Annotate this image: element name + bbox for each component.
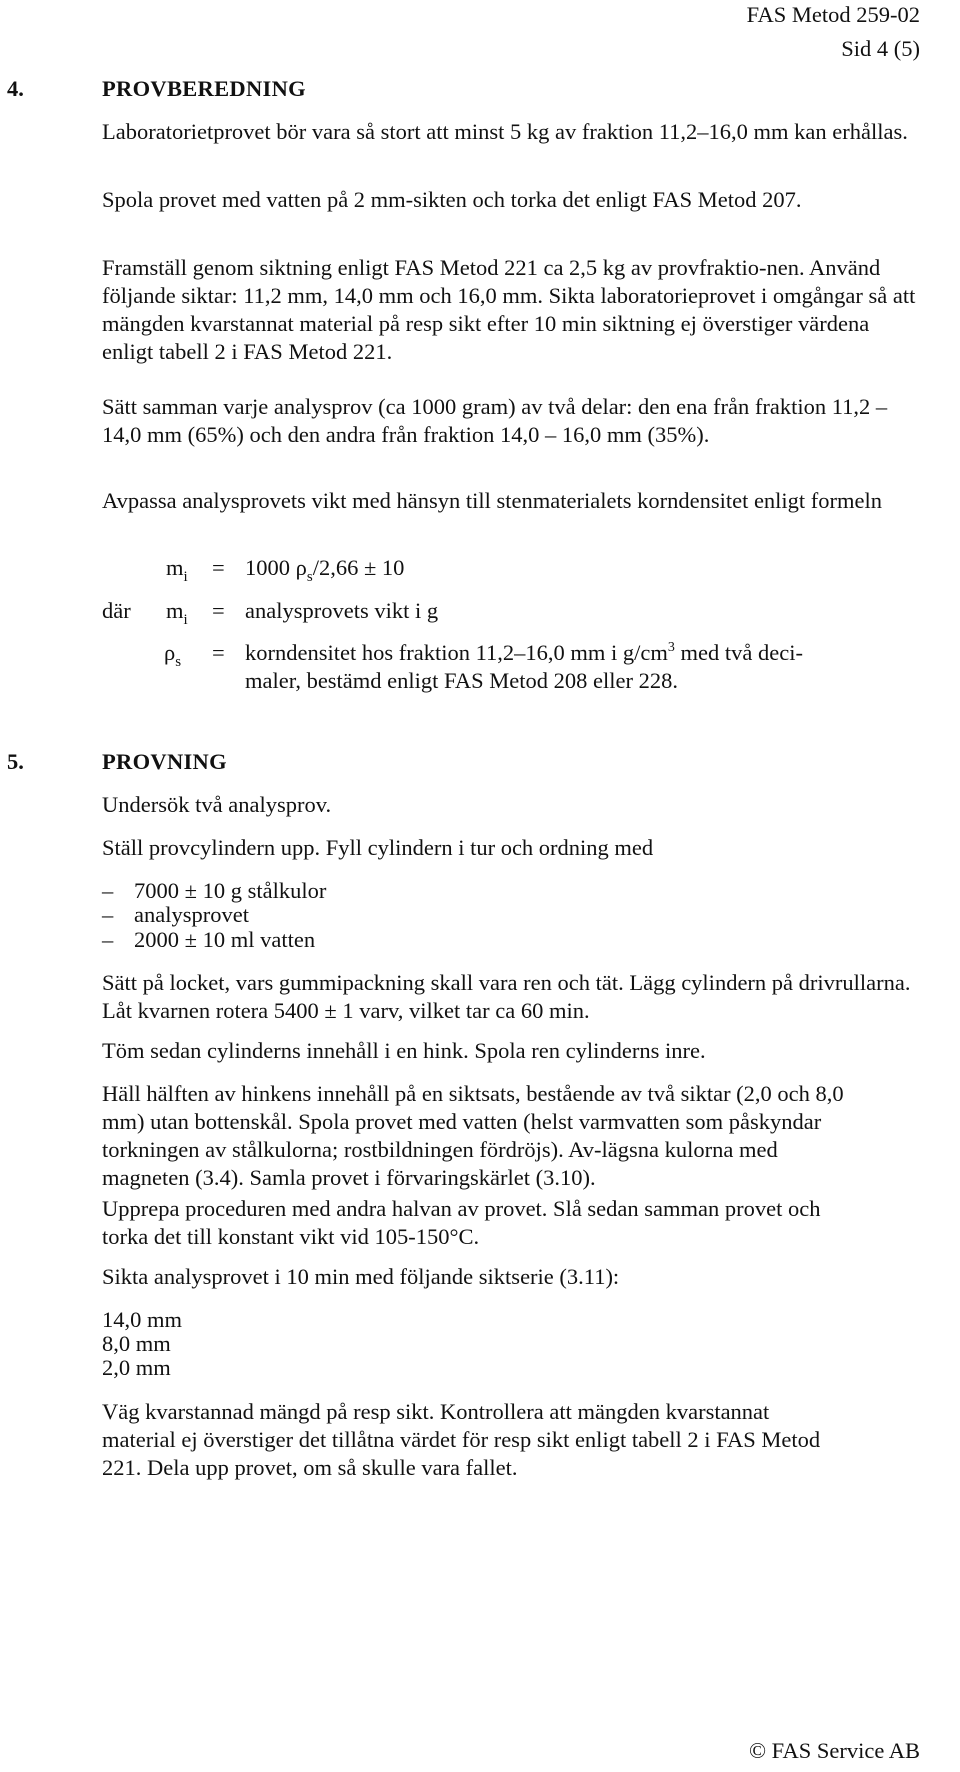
section-5-paragraph-2: Ställ provcylindern upp. Fyll cylindern i tur och ordning med bbox=[102, 835, 654, 860]
definition-1-equals: = bbox=[212, 598, 225, 623]
section-4-paragraph-1: Laboratorietprovet bör vara så stort att minst 5 kg av fraktion 11,2–16,0 mm kan erhållas. bbox=[102, 119, 908, 144]
section-5-paragraph-7: Sikta analysprovet i 10 min med följande siktserie (3.11): bbox=[102, 1264, 620, 1289]
dash-bullet: – bbox=[102, 878, 114, 903]
formula-where-label: där bbox=[102, 598, 131, 623]
definition-2-text-line-1: korndensitet hos fraktion 11,2–16,0 mm i $g/cm^3$ med två deci- bbox=[245, 640, 803, 665]
list-item: – 2000 ± 10 ml vatten bbox=[102, 927, 316, 952]
section-4-paragraph-4: Sätt samman varje analysprov (ca 1000 gram) av två delar: den ena från fraktion 11,2 – 14,0 mm (65%) och den andra från fraktion 14,0 – 16,0 mm (35%). bbox=[102, 394, 888, 447]
definition-2-text-line-2: maler, bestämd enligt FAS Metod 208 eller 228. bbox=[245, 668, 678, 693]
section-5-paragraph-6: Upprepa proceduren med andra halvan av provet. Slå sedan samman provet och torka det till konstant vikt vid 105-150°C. bbox=[102, 1196, 821, 1249]
definition-1-text: analysprovets vikt i g bbox=[245, 598, 439, 623]
sieve-item: 8,0 mm bbox=[102, 1331, 171, 1356]
formula-equals: = bbox=[212, 555, 225, 580]
sieve-item: 14,0 mm bbox=[102, 1307, 183, 1332]
section-5-title: PROVNING bbox=[102, 749, 227, 774]
list-item: – 7000 ± 10 g stålkulor bbox=[102, 878, 327, 903]
section-4-paragraph-2: Spola provet med vatten på 2 mm-sikten och torka det enligt FAS Metod 207. bbox=[102, 187, 802, 212]
definition-2-equals: = bbox=[212, 640, 225, 665]
formula-lhs: $m_i$ bbox=[166, 555, 188, 585]
document-reference: FAS Metod 259-02 bbox=[746, 2, 920, 27]
section-4-paragraph-3: Framställ genom siktning enligt FAS Metod 221 ca 2,5 kg av provfraktio-nen. Använd följande siktar: 11,2 mm, 14,0 mm och 16,0 mm. Sikta laboratorieprovet i omgångar så att mängden kvarstannat material på resp sikt efter 10 min siktning ej överstiger värdena enligt tabell 2 i FAS Metod 221. bbox=[102, 255, 916, 364]
dash-bullet: – bbox=[102, 927, 114, 952]
dash-bullet: – bbox=[102, 902, 114, 927]
formula-rhs: 1000 $\rho_s/2,66 \pm 10$ bbox=[245, 555, 405, 585]
section-4-paragraph-5: Avpassa analysprovets vikt med hänsyn till stenmaterialets korndensitet enligt formeln bbox=[102, 488, 883, 513]
footer-copyright: © FAS Service AB bbox=[748, 1738, 920, 1763]
section-5-paragraph-5: Häll hälften av hinkens innehåll på en siktsats, bestående av två siktar (2,0 och 8,0 mm) utan bottenskål. Spola provet med vatten (helst varmvatten som påskyndar torkningen av stålkulorna; rostbildningen fördröjs). Av-lägsna kulorna med magneten (3.4). Samla provet i förvaringskärlet (3.10). bbox=[102, 1081, 844, 1190]
definition-2-symbol: $\rho_s$ bbox=[164, 640, 182, 670]
list-item: – analysprovet bbox=[102, 902, 249, 927]
page-number: Sid 4 (5) bbox=[841, 36, 920, 61]
definition-1-symbol: $m_i$ bbox=[166, 598, 188, 628]
section-5-paragraph-3: Sätt på locket, vars gummipackning skall vara ren och tät. Lägg cylindern på drivrullarna. Låt kvarnen rotera 5400 ± 1 varv, vilket tar ca 60 min. bbox=[102, 970, 911, 1023]
section-4-title: PROVBEREDNING bbox=[102, 76, 306, 101]
section-5-paragraph-4: Töm sedan cylinderns innehåll i en hink. Spola ren cylinderns inre. bbox=[102, 1038, 706, 1063]
section-4-number: 4. bbox=[7, 76, 24, 101]
section-5-number: 5. bbox=[7, 749, 24, 774]
sieve-item: 2,0 mm bbox=[102, 1355, 171, 1380]
section-5-paragraph-1: Undersök två analysprov. bbox=[102, 792, 332, 817]
section-5-paragraph-8: Väg kvarstannad mängd på resp sikt. Kontrollera att mängden kvarstannat material ej överstiger det tillåtna värdet för resp sikt enligt tabell 2 i FAS Metod 221. Dela upp provet, om så skulle vara fallet. bbox=[102, 1399, 821, 1480]
